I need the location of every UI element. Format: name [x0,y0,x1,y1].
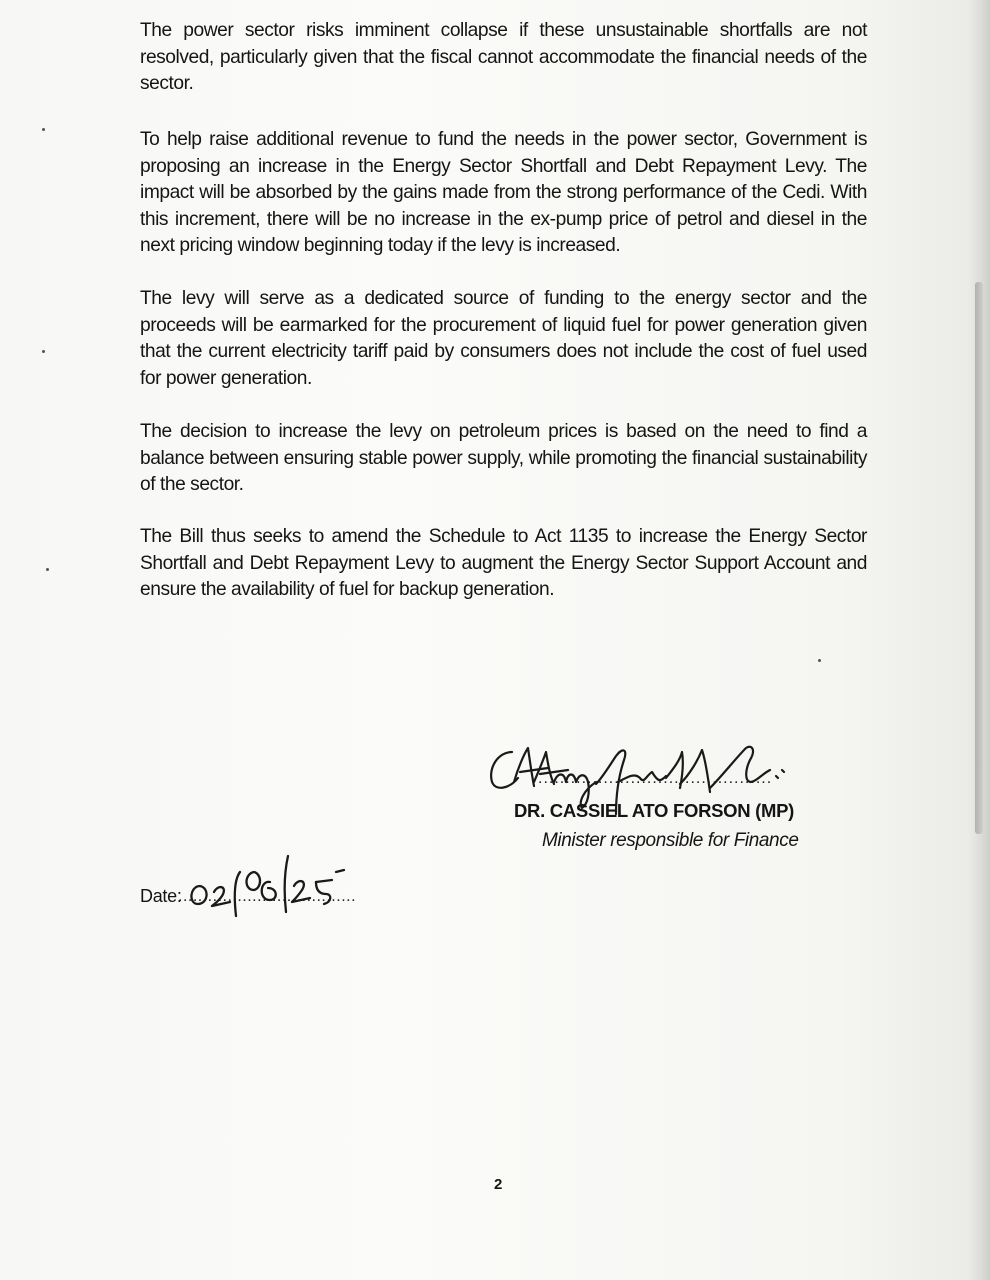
scan-edge-mark [975,282,983,834]
signer-name: DR. CASSIEL ATO FORSON (MP) [514,800,795,821]
handwritten-date [186,846,346,920]
date-line: .................................... [178,888,357,905]
signature-line: ........................................... [538,770,773,787]
signer-title: Minister responsible for Finance [542,830,799,851]
body-paragraph: The power sector risks imminent collapse if these unsustainable shortfalls are not resolved, particularly given that the fiscal cannot accommodate the financial needs of the sector. [140,20,867,94]
body-paragraph: To help raise additional revenue to fund the needs in the power sector, Government is proposing an increase in the Energy Sector Shortfall and Debt Repayment Levy. The impact will be absorbed by the gains made from the strong performance of the Cedi. With this increment, there will be no increase in the ex-pump price of petrol and diesel in the next pricing window beginning today if the levy is increased. [140,129,867,256]
date-label: Date: [140,886,182,906]
body-paragraph: The Bill thus seeks to amend the Schedule to Act 1135 to increase the Energy Sector Shortfall and Debt Repayment Levy to augment the Energy Sector Support Account and ensure the availability of fuel for backup generation. [140,526,867,600]
scan-speck [818,659,821,662]
scan-speck [42,350,45,353]
scan-speck [42,128,45,131]
scan-speck [46,568,49,571]
body-paragraph: The levy will serve as a dedicated source of funding to the energy sector and the proceeds will be earmarked for the procurement of liquid fuel for power generation given that the current electricity tariff paid by consumers does not include the cost of fuel used for power generation. [140,288,867,389]
page-number: 2 [494,1176,503,1193]
body-paragraph: The decision to increase the levy on petroleum prices is based on the need to find a balance between ensuring stable power supply, while promoting the financial sustainability of the sector. [140,421,867,495]
